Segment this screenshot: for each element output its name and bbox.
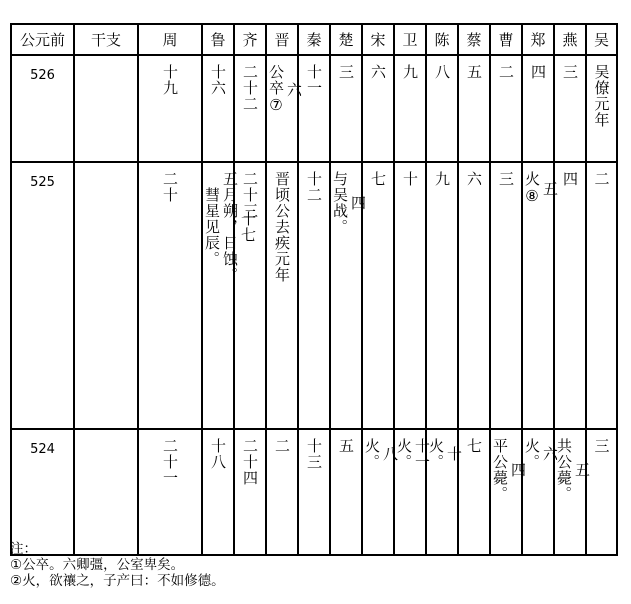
footnotes-title: 注：: [10, 541, 37, 557]
wei-cell: 十一 火。: [394, 429, 426, 555]
header-zhou: 周: [138, 24, 202, 55]
jin-cell: 六 公卒⑦: [266, 55, 298, 162]
year-cell: 525: [11, 162, 74, 429]
table-row: [11, 162, 617, 429]
song-cell: 七: [362, 162, 394, 429]
header-year: 公元前: [11, 24, 74, 55]
wei-cell: 十: [394, 162, 426, 429]
chu-cell: 三: [330, 55, 362, 162]
chen-cell: 九: [426, 162, 458, 429]
header-song: 宋: [362, 24, 394, 55]
zhou-cell: 二十一: [138, 429, 202, 555]
chen-cell: 八: [426, 55, 458, 162]
jin-cell: 二: [266, 429, 298, 555]
yan-cell: 四: [554, 162, 586, 429]
song-cell: 八 火。: [362, 429, 394, 555]
cao-cell: 二: [490, 55, 522, 162]
qi-cell: 二十二: [234, 55, 266, 162]
footnote-1: ①公卒。六卿彊，公室卑矣。: [10, 557, 185, 573]
ganzhi-cell: [74, 162, 138, 429]
header-wei: 卫: [394, 24, 426, 55]
song-cell: 六: [362, 55, 394, 162]
wu-cell: 三: [586, 429, 617, 555]
header-lu: 鲁: [202, 24, 234, 55]
header-yan: 燕: [554, 24, 586, 55]
chen-cell: 十 火。: [426, 429, 458, 555]
header-cai: 蔡: [458, 24, 490, 55]
year-cell: 524: [11, 429, 74, 555]
cai-cell: 六: [458, 162, 490, 429]
zhou-cell: 十九: [138, 55, 202, 162]
footnote-2: ②火，欲禳之，子产曰：不如修德。: [10, 573, 225, 589]
cai-cell: 七: [458, 429, 490, 555]
jin-cell: 晋顷公去疾元年: [266, 162, 298, 429]
header-zheng: 郑: [522, 24, 554, 55]
ganzhi-cell: [74, 429, 138, 555]
lu-cell: 十七 五月朔，日蚀。 彗星见辰。: [202, 162, 234, 429]
wei-cell: 九: [394, 55, 426, 162]
qin-cell: 十一: [298, 55, 330, 162]
header-ganzhi: 干支: [74, 24, 138, 55]
qi-cell: 二十三: [234, 162, 266, 429]
lu-cell: 十六: [202, 55, 234, 162]
zhou-cell: 二十: [138, 162, 202, 429]
table-row: [11, 55, 617, 162]
header-wu: 吴: [586, 24, 617, 55]
zheng-cell: 四: [522, 55, 554, 162]
lu-cell: 十八: [202, 429, 234, 555]
wu-cell: 吴僚元年: [586, 55, 617, 162]
cao-cell: 三: [490, 162, 522, 429]
cao-cell: 四 平公薨。: [490, 429, 522, 555]
yan-cell: 五 共公薨。: [554, 429, 586, 555]
zheng-cell: 五 火⑧: [522, 162, 554, 429]
ganzhi-cell: [74, 55, 138, 162]
header-chu: 楚: [330, 24, 362, 55]
chu-cell: 四 与吴战。: [330, 162, 362, 429]
year-cell: 526: [11, 55, 74, 162]
header-chen: 陈: [426, 24, 458, 55]
footnotes: [10, 541, 225, 589]
header-qi: 齐: [234, 24, 266, 55]
table-row: [11, 429, 617, 555]
wu-cell: 二: [586, 162, 617, 429]
header-qin: 秦: [298, 24, 330, 55]
header-jin: 晋: [266, 24, 298, 55]
cai-cell: 五: [458, 55, 490, 162]
chronology-table: [10, 23, 618, 556]
yan-cell: 三: [554, 55, 586, 162]
header-row: [11, 24, 617, 55]
header-cao: 曹: [490, 24, 522, 55]
chu-cell: 五: [330, 429, 362, 555]
qin-cell: 十三: [298, 429, 330, 555]
zheng-cell: 六 火。: [522, 429, 554, 555]
qi-cell: 二十四: [234, 429, 266, 555]
qin-cell: 十二: [298, 162, 330, 429]
